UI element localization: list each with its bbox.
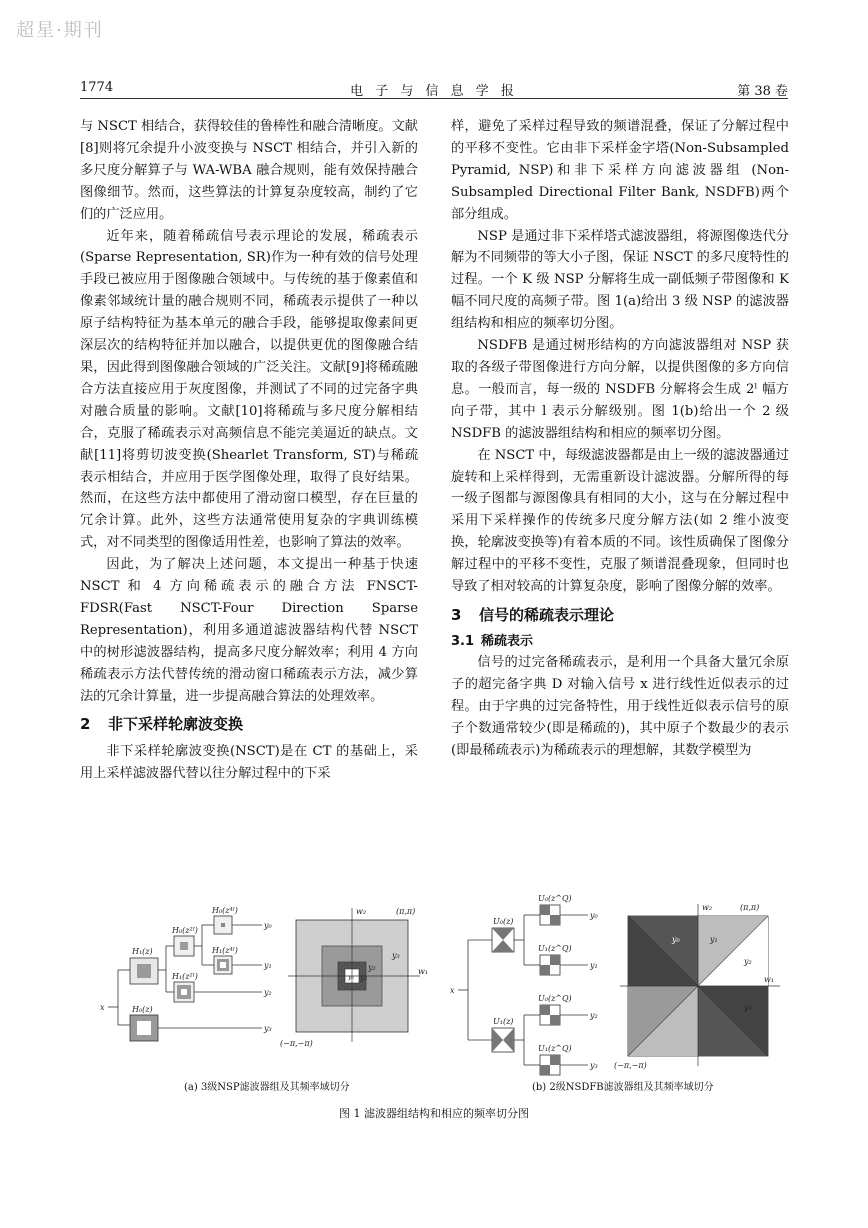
paragraph: 与 NSCT 相结合，获得较佳的鲁棒性和融合清晰度。文献[8]则将冗余提升小波变换与 NSCT 相结合，并引入新的多尺度分解算子与 WA-WBA 融合规则，能有效保持融合图像细节。然而，这些算法的计算复杂度较高，制约了它们的广泛应用。 xyxy=(80,119,418,222)
figure-diagram xyxy=(80,870,788,1100)
page-number: 1774 xyxy=(80,80,114,95)
output-label: y₃ xyxy=(590,1061,598,1070)
region-label: y₀ xyxy=(672,935,680,944)
axis-label: w₂ xyxy=(702,903,713,912)
journal-title: 电 子 与 信 息 学 报 xyxy=(350,84,518,99)
input-label: x xyxy=(100,1003,105,1012)
checker-box xyxy=(540,1055,560,1075)
page-header xyxy=(80,78,788,99)
region-label: y₂ xyxy=(744,957,752,966)
axis-label: w₂ xyxy=(356,907,367,916)
checker-box xyxy=(540,905,560,925)
subfigure-caption-b: (b) 2级NSDFB滤波器组及其频率域切分 xyxy=(532,1082,714,1093)
paragraph: 样，避免了采样过程导致的频谱混叠，保证了分解过程中的平移不变性。它由非下采样金字塔(Non-Subsampled Pyramid, NSP)和非下采样方向滤波器组 (Non-Subsampled Directional Filter Bank, NSDFB)两个部分组成。 xyxy=(451,119,789,222)
section-heading xyxy=(80,713,418,735)
input-label: x xyxy=(450,986,455,995)
filter-label: H₁(z²ᴵ) xyxy=(172,972,198,981)
nsdfb-frequency-partition xyxy=(614,903,780,1070)
watermark: 超星·期刊 xyxy=(16,20,104,41)
section-number: 3 xyxy=(451,605,462,624)
section-number: 2 xyxy=(80,715,91,734)
paragraph: 因此，为了解决上述问题，本文提出一种基于快速 NSCT 和 4 方向稀疏表示的融合方法 FNSCT-FDSR(Fast NSCT-Four Direction Sparse Representation)，利用多通道滤波器结构代替 NSCT 中的树形滤波器结构，提高多尺度分解效率；利用 4 方向稀疏表示方法代替传统的滑动窗口稀疏表示方法，减少算法的冗余计算量，进一步提高融合算法的处理效率。 xyxy=(80,557,418,704)
region-label: y₃ xyxy=(392,951,400,960)
filter-label: U₀(z^Q) xyxy=(538,994,572,1003)
paragraph: 信号的过完备稀疏表示，是利用一个具备大量冗余原子的超完备字典 D 对输入信号 x 进行线性近似表示的过程。由于字典的过完备特性，用于线性近似表示信号的原子个数通常较少(即是稀疏的)，其中原子个数最少的表示(即最稀疏表示)为稀疏表示的理想解，其数学模型为 xyxy=(451,654,789,758)
nsp-frequency-partition xyxy=(280,907,428,1048)
filter-label: U₀(z) xyxy=(493,917,514,926)
corner-label: (π,π) xyxy=(396,907,416,916)
filter-label: U₁(z) xyxy=(493,1017,514,1026)
figure-1 xyxy=(80,870,788,1130)
output-label: y₂ xyxy=(590,1011,598,1020)
region-label: y₂ xyxy=(368,963,376,972)
filter-label: H₀(z⁴ᴵ) xyxy=(212,906,238,915)
axis-label: w₁ xyxy=(418,967,429,976)
region-label: y₃ xyxy=(744,1003,752,1012)
figure-caption: 图 1 滤波器组结构和相应的频率切分图 xyxy=(339,1107,529,1120)
subfigure-caption-a: (a) 3级NSP滤波器组及其频率域切分 xyxy=(184,1082,350,1093)
output-label: y₀ xyxy=(264,921,272,930)
paragraph: 在 NSCT 中，每级滤波器都是由上一级的滤波器通过旋转和上采样得到，无需重新设计滤波器。分解所得的每一级子图都与源图像具有相同的大小，这与在分解过程中采用下采样操作的传统多尺度分解方法(如 2 维小波变换，轮廓波变换等)有着本质的不同。该性质确保了图像分解过程中的平移不变性，克服了频谱混叠现象，但同时也导致了相对较高的计算复杂度，影响了图像分解的效率。 xyxy=(451,447,789,595)
paragraph: NSDFB 是通过树形结构的方向滤波器组对 NSP 获取的各级子带图像进行方向分解，以提供图像的多方向信息。一般而言，每一级的 NSDFB 分解将会生成 2ˡ 幅方向子带，其中 l 表示分解级别。图 1(b)给出一个 2 级 NSDFB 的滤波器组结构和相应的频率切分图。 xyxy=(451,338,789,441)
region-label: y₁ xyxy=(710,935,718,944)
checker-box xyxy=(540,1005,560,1025)
subsection-heading xyxy=(451,632,789,652)
right-column xyxy=(451,116,789,761)
axis-label: w₁ xyxy=(764,975,775,984)
volume-number: 第 38 卷 xyxy=(737,84,788,99)
filter-label: U₀(z^Q) xyxy=(538,894,572,903)
checker-box xyxy=(540,955,560,975)
region-label: y₀ xyxy=(348,974,354,981)
output-label: y₂ xyxy=(264,988,272,997)
left-column xyxy=(80,116,418,785)
filter-label: H₀(z²ᴵ) xyxy=(172,926,198,935)
filter-label: H₁(z⁴ᴵ) xyxy=(212,946,238,955)
section-heading xyxy=(451,604,789,626)
subsection-number: 3.1 xyxy=(451,633,475,649)
corner-label: (−π,−π) xyxy=(280,1039,313,1048)
output-label: y₁ xyxy=(590,961,598,970)
output-label: y₀ xyxy=(590,911,598,920)
filter-label: H₁(z) xyxy=(132,947,153,956)
paragraph: 近年来，随着稀疏信号表示理论的发展，稀疏表示(Sparse Representation, SR)作为一种有效的信号处理手段已被应用于图像融合领域中。与传统的基于像素值和像素邻域统计量的融合规则不同，稀疏表示提供了一种以原子结构特征为基本单元的融合手段，能够提取像素间更深层次的结构特征并加以融合，以提供更优的图像融合结果，因此得到图像融合领域的广泛关注。文献[9]将稀疏融合方法直接应用于灰度图像，并测试了不同的过完备字典对融合质量的影响。文献[10]将稀疏与多尺度分解相结合，克服了稀疏表示对高频信息不能完美逼近的缺点。文献[11]将剪切波变换(Shearlet Transform, ST)与稀疏表示相结合，并应用于医学图像处理，取得了良好结果。然而，在这些方法中都使用了滑动窗口模型，存在巨量的冗余计算。此外，这些方法通常使用复杂的字典训练模式，对不同类型的图像适用性差，也影响了算法的效率。 xyxy=(80,228,418,551)
output-label: y₃ xyxy=(264,1024,272,1033)
subsection-title: 稀疏表示 xyxy=(481,633,534,649)
paragraph: NSP 是通过非下采样塔式滤波器组，将源图像迭代分解为不同频带的等大小子图，保证 NSCT 的多尺度特性的过程。一个 K 级 NSP 分解将生成一副低频子带图像和 K 幅不同尺度的高频子带。图 1(a)给出 3 级 NSP 的滤波器组结构和相应的频率切分图。 xyxy=(451,228,789,332)
paragraph: 非下采样轮廓波变换(NSCT)是在 CT 的基础上，采用上采样滤波器代替以往分解过程中的下采 xyxy=(80,744,418,782)
section-title: 非下采样轮廓波变换 xyxy=(108,715,244,734)
output-label: y₁ xyxy=(264,961,272,970)
filter-label: U₁(z^Q) xyxy=(538,1044,572,1053)
filter-label: H₀(z) xyxy=(132,1005,153,1014)
section-title: 信号的稀疏表示理论 xyxy=(479,605,615,624)
corner-label: (π,π) xyxy=(740,903,760,912)
region-label: y₁ xyxy=(360,973,368,982)
corner-label: (−π,−π) xyxy=(614,1061,647,1070)
filter-label: U₁(z^Q) xyxy=(538,944,572,953)
